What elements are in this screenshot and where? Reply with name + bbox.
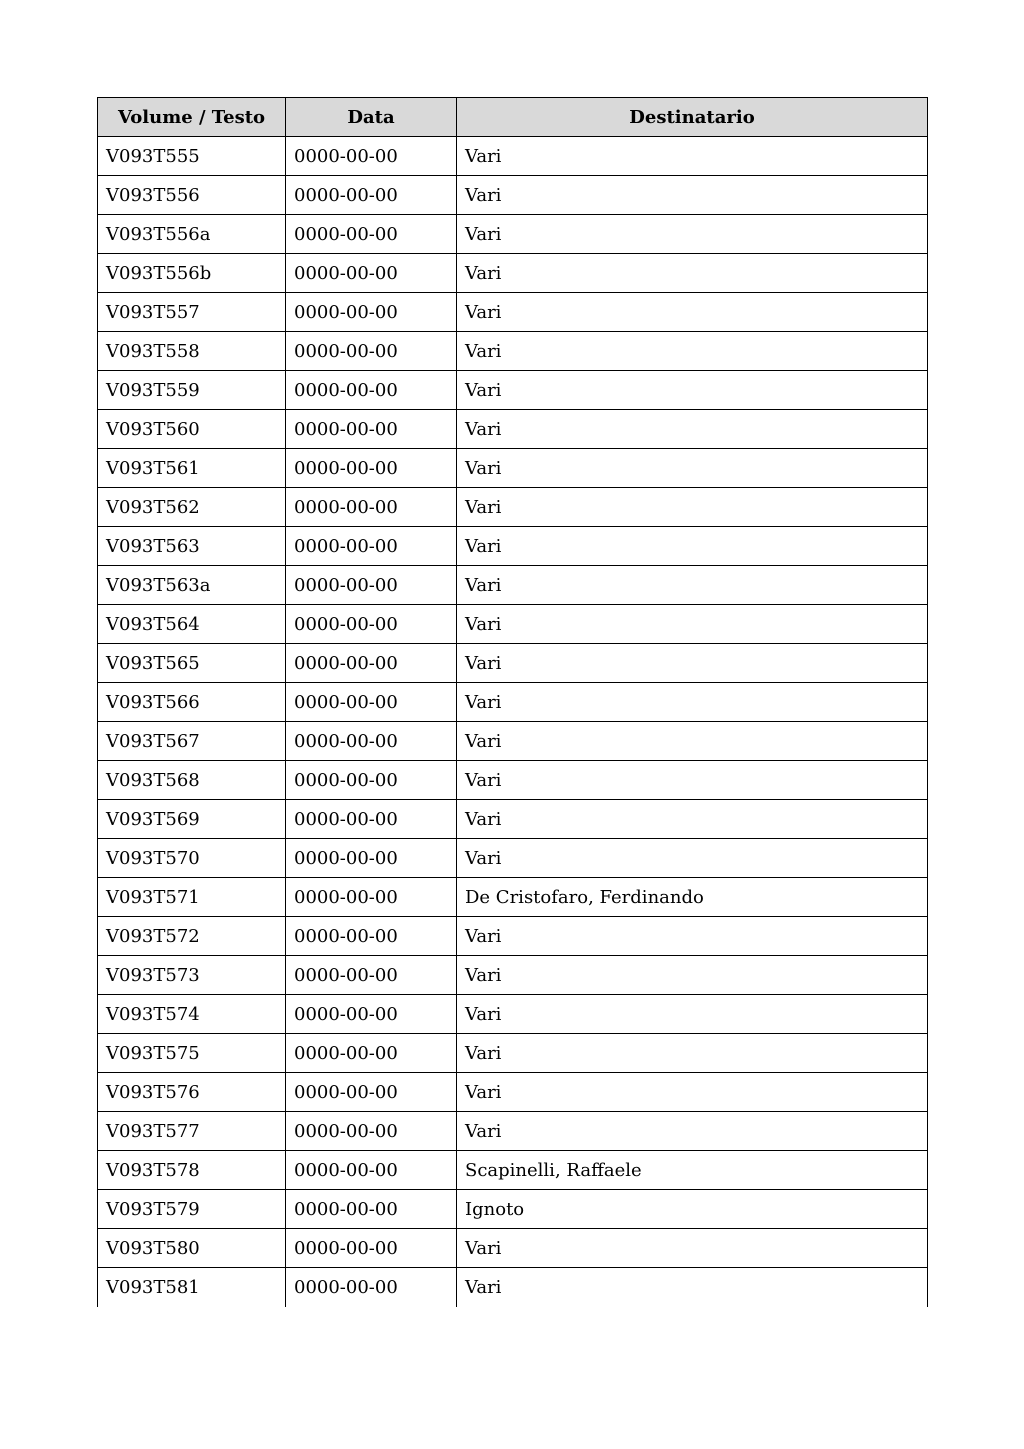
table-row [98,956,928,995]
cell-volume-testo: V093T575 [98,1034,286,1073]
table-row [98,1073,928,1112]
cell-data: 0000-00-00 [286,1034,457,1073]
cell-data: 0000-00-00 [286,254,457,293]
letters-table [97,97,928,1307]
table-row [98,722,928,761]
cell-volume-testo: V093T581 [98,1268,286,1307]
cell-destinatario: Vari [457,1229,928,1268]
cell-data: 0000-00-00 [286,761,457,800]
cell-data: 0000-00-00 [286,839,457,878]
cell-volume-testo: V093T567 [98,722,286,761]
table-row [98,137,928,176]
cell-volume-testo: V093T559 [98,371,286,410]
cell-data: 0000-00-00 [286,1073,457,1112]
cell-volume-testo: V093T572 [98,917,286,956]
cell-destinatario: Vari [457,839,928,878]
cell-data: 0000-00-00 [286,800,457,839]
table-row [98,176,928,215]
table-row [98,761,928,800]
cell-destinatario: Ignoto [457,1190,928,1229]
cell-volume-testo: V093T564 [98,605,286,644]
table-row [98,449,928,488]
cell-data: 0000-00-00 [286,605,457,644]
cell-volume-testo: V093T562 [98,488,286,527]
cell-volume-testo: V093T563a [98,566,286,605]
cell-data: 0000-00-00 [286,644,457,683]
cell-volume-testo: V093T561 [98,449,286,488]
cell-destinatario: Vari [457,917,928,956]
cell-volume-testo: V093T580 [98,1229,286,1268]
cell-volume-testo: V093T571 [98,878,286,917]
cell-destinatario: Vari [457,605,928,644]
cell-volume-testo: V093T555 [98,137,286,176]
cell-destinatario: Vari [457,254,928,293]
cell-volume-testo: V093T566 [98,683,286,722]
table-row [98,1268,928,1307]
column-header-destinatario: Destinatario [457,98,928,137]
table-row [98,1034,928,1073]
cell-data: 0000-00-00 [286,137,457,176]
table-row [98,293,928,332]
cell-data: 0000-00-00 [286,410,457,449]
table-row [98,254,928,293]
cell-data: 0000-00-00 [286,215,457,254]
cell-destinatario: Vari [457,488,928,527]
cell-volume-testo: V093T565 [98,644,286,683]
cell-destinatario: Vari [457,956,928,995]
table-row [98,839,928,878]
cell-data: 0000-00-00 [286,566,457,605]
cell-destinatario: Vari [457,761,928,800]
cell-destinatario: Vari [457,449,928,488]
cell-volume-testo: V093T576 [98,1073,286,1112]
table-row [98,1112,928,1151]
table-row [98,527,928,566]
table-row [98,488,928,527]
cell-volume-testo: V093T560 [98,410,286,449]
table-row [98,410,928,449]
cell-destinatario: Vari [457,527,928,566]
table-row [98,995,928,1034]
cell-volume-testo: V093T579 [98,1190,286,1229]
cell-volume-testo: V093T570 [98,839,286,878]
header-row [98,98,928,137]
cell-data: 0000-00-00 [286,176,457,215]
table-row [98,644,928,683]
cell-destinatario: Vari [457,995,928,1034]
table-row [98,215,928,254]
cell-data: 0000-00-00 [286,488,457,527]
cell-destinatario: Vari [457,683,928,722]
cell-destinatario: Vari [457,410,928,449]
cell-destinatario: Vari [457,1073,928,1112]
cell-volume-testo: V093T558 [98,332,286,371]
cell-destinatario: Vari [457,215,928,254]
cell-destinatario: Vari [457,800,928,839]
table-row [98,1190,928,1229]
cell-destinatario: Vari [457,137,928,176]
cell-data: 0000-00-00 [286,1190,457,1229]
cell-data: 0000-00-00 [286,449,457,488]
cell-destinatario: Vari [457,1112,928,1151]
cell-volume-testo: V093T557 [98,293,286,332]
cell-destinatario: Vari [457,332,928,371]
table-row [98,800,928,839]
cell-volume-testo: V093T577 [98,1112,286,1151]
cell-destinatario: Vari [457,1268,928,1307]
cell-volume-testo: V093T574 [98,995,286,1034]
cell-data: 0000-00-00 [286,1229,457,1268]
table-row [98,605,928,644]
table-row [98,1151,928,1190]
cell-destinatario: Vari [457,722,928,761]
cell-destinatario: Vari [457,566,928,605]
table-header [98,98,928,137]
table-row [98,566,928,605]
cell-data: 0000-00-00 [286,878,457,917]
table-row [98,683,928,722]
cell-data: 0000-00-00 [286,1112,457,1151]
table-row [98,878,928,917]
cell-data: 0000-00-00 [286,995,457,1034]
cell-data: 0000-00-00 [286,1151,457,1190]
cell-destinatario: Scapinelli, Raffaele [457,1151,928,1190]
cell-destinatario: Vari [457,176,928,215]
column-header-data: Data [286,98,457,137]
cell-volume-testo: V093T568 [98,761,286,800]
table-row [98,1229,928,1268]
cell-data: 0000-00-00 [286,527,457,566]
cell-destinatario: De Cristofaro, Ferdinando [457,878,928,917]
column-header-volume-testo: Volume / Testo [98,98,286,137]
cell-volume-testo: V093T569 [98,800,286,839]
cell-data: 0000-00-00 [286,956,457,995]
cell-volume-testo: V093T563 [98,527,286,566]
cell-data: 0000-00-00 [286,371,457,410]
cell-data: 0000-00-00 [286,332,457,371]
cell-data: 0000-00-00 [286,683,457,722]
table-body [98,137,928,1307]
cell-volume-testo: V093T556 [98,176,286,215]
cell-data: 0000-00-00 [286,722,457,761]
cell-destinatario: Vari [457,644,928,683]
table-row [98,917,928,956]
cell-volume-testo: V093T573 [98,956,286,995]
cell-volume-testo: V093T556b [98,254,286,293]
cell-volume-testo: V093T578 [98,1151,286,1190]
table-row [98,332,928,371]
cell-data: 0000-00-00 [286,917,457,956]
cell-destinatario: Vari [457,1034,928,1073]
table-row [98,371,928,410]
cell-destinatario: Vari [457,293,928,332]
cell-data: 0000-00-00 [286,1268,457,1307]
cell-data: 0000-00-00 [286,293,457,332]
cell-destinatario: Vari [457,371,928,410]
cell-volume-testo: V093T556a [98,215,286,254]
